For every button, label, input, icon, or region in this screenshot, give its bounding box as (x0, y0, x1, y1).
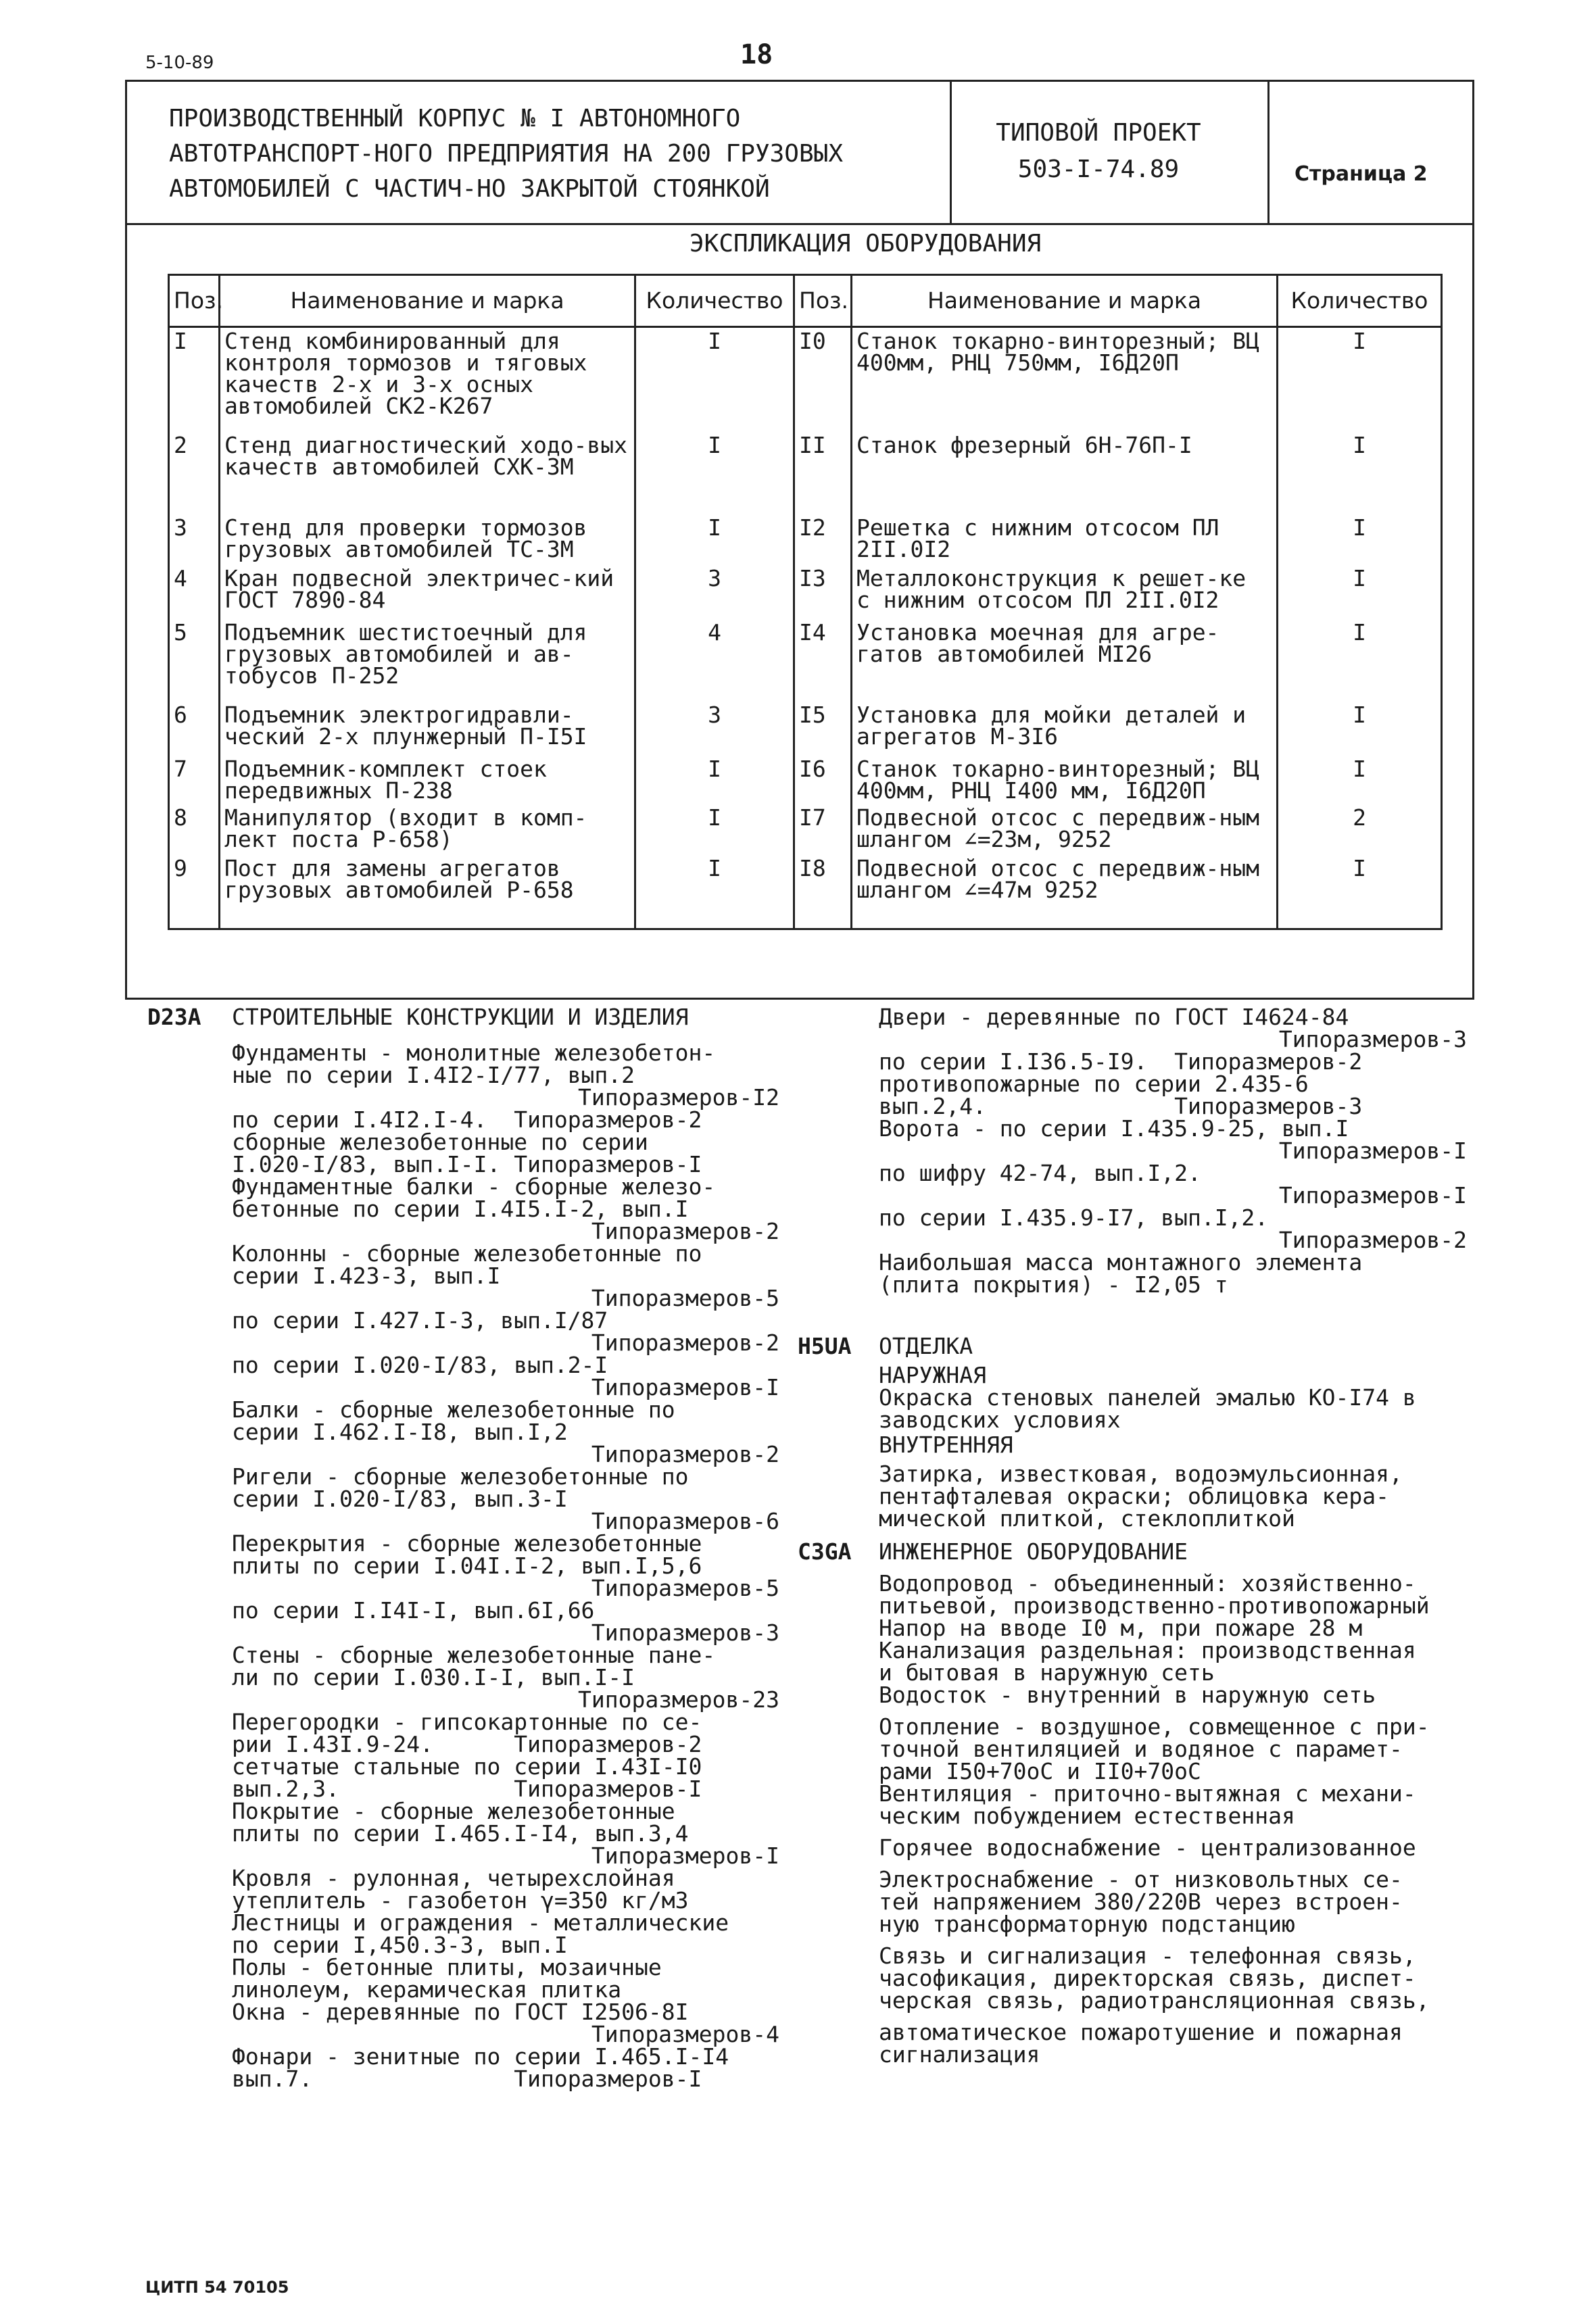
table-row (169, 756, 1442, 804)
table-row (169, 702, 1442, 756)
table-header-row (169, 275, 1442, 327)
finish-inner-title: ВНУТРЕННЯЯ (879, 1432, 1013, 1458)
list-line: Отопление - воздушное, совмещенное с при- (879, 1713, 1430, 1740)
row-name: Решетка с нижним отсосом ПЛ 2II.0I2 (852, 514, 1278, 565)
header-name: Наименование и марка (220, 275, 635, 327)
list-line: Типоразмеров-3 (1278, 1026, 1467, 1052)
row-pos: 6 (169, 702, 220, 756)
row-pos: 3 (169, 514, 220, 565)
row-pos: II (794, 432, 852, 514)
list-line: по серии I,450.3-3, вып.I (232, 1932, 568, 1958)
list-line: по серии I.427.I-3, вып.I/87 (232, 1307, 608, 1334)
list-line: вып.2,4. Типоразмеров-3 (879, 1093, 1363, 1119)
list-line: сетчатые стальные по серии I.43I-I0 (232, 1753, 702, 1780)
row-qty: 4 (635, 619, 794, 702)
footer-code: ЦИТП 54 70105 (145, 2278, 289, 2297)
list-line: по серии I.435.9-I7, вып.I,2. (879, 1204, 1269, 1231)
list-line: плиты по серии I.04I.I-2, вып.I,5,6 (232, 1553, 702, 1579)
row-pos: 9 (169, 855, 220, 929)
row-qty: 3 (635, 702, 794, 756)
row-qty: I (1278, 702, 1442, 756)
list-line: Типоразмеров-I (1278, 1182, 1467, 1209)
list-line: Типоразмеров-2 (1278, 1227, 1467, 1253)
construction-list (232, 1042, 779, 2090)
list-line: (плита покрытия) - I2,05 т (879, 1271, 1228, 1298)
table-row (169, 327, 1442, 432)
list-line: противопожарные по серии 2.435-6 (879, 1071, 1309, 1097)
row-pos: I8 (794, 855, 852, 929)
list-line: автоматическое пожаротушение и пожарная (879, 2019, 1403, 2045)
list-line: Водопровод - объединенный: хозяйственно- (879, 1570, 1416, 1597)
list-line: серии I.020-I/83, вып.3-I (232, 1486, 568, 1512)
row-name: Станок токарно-винторезный; ВЦ 400мм, РНЦ I400 мм, I6Д20П (852, 756, 1278, 804)
row-name: Подъемник-комплект стоек передвижных П-238 (220, 756, 635, 804)
row-name: Металлоконструкция к решет-ке с нижним отсосом ПЛ 2II.0I2 (852, 565, 1278, 619)
row-name: Пост для замены агрегатов грузовых автомобилей Р-658 (220, 855, 635, 929)
title-divider-1 (950, 80, 952, 223)
construction-code: D23A (147, 1004, 201, 1030)
page-label: Страница 2 (1295, 162, 1428, 186)
doors-section (879, 1006, 1467, 1296)
document-title: ПРОИЗВОДСТВЕННЫЙ КОРПУС № I АВТОНОМНОГО АВТОТРАНСПОРТ-НОГО ПРЕДПРИЯТИЯ НА 200 ГРУЗОВЫХ АВТОМОБИЛЕЙ С ЧАСТИЧ-НО ЗАКРЫТОЙ СТОЯНКОЙ (169, 105, 843, 203)
row-pos: I (169, 327, 220, 432)
row-name: Стенд диагностический ходо-вых качеств автомобилей СХК-3М (220, 432, 635, 514)
list-line: Типоразмеров-2 (591, 1441, 779, 1467)
row-pos: I3 (794, 565, 852, 619)
list-line: часофикация, директорская связь, диспет- (879, 1965, 1416, 1991)
header-pos: Поз. (169, 275, 220, 327)
row-name: Подвесной отсос с передвиж-ным шлангом ∠=23м, 9252 (852, 804, 1278, 855)
doors-list (879, 1006, 1467, 1296)
list-line: Горячее водоснабжение - централизованное (879, 1834, 1416, 1861)
list-line: питьевой, производственно-противопожарный (879, 1592, 1430, 1619)
row-pos: 5 (169, 619, 220, 702)
row-qty: I (1278, 855, 1442, 929)
row-name: Подъемник электрогидравли-ческий 2-х плунжерный П-I5I (220, 702, 635, 756)
list-line: ческим побуждением естественная (879, 1803, 1295, 1829)
table-row (169, 565, 1442, 619)
list-line: Ворота - по серии I.435.9-25, вып.I (879, 1115, 1349, 1142)
row-name: Установка моечная для агре-гатов автомобилей МI26 (852, 619, 1278, 702)
list-line: Перекрытия - сборные железобетонные (232, 1530, 702, 1557)
list-line: рами I50+70оС и II0+70оС (879, 1758, 1201, 1784)
row-name: Станок токарно-винторезный; ВЦ 400мм, РНЦ 750мм, I6Д20П (852, 327, 1278, 432)
row-name: Стенд комбинированный для контроля тормозов и тяговых качеств 2-х и 3-х осных автомобилей СК2-К267 (220, 327, 635, 432)
row-qty: I (635, 514, 794, 565)
list-line: Типоразмеров-3 (591, 1619, 779, 1646)
list-line: Фонари - зенитные по серии I.465.I-I4 (232, 2043, 729, 2070)
list-line: Типоразмеров-2 (591, 1330, 779, 1356)
list-line: Типоразмеров-I2 (577, 1084, 779, 1111)
list-line: Канализация раздельная: производственная (879, 1637, 1416, 1663)
list-line: и бытовая в наружную сеть (879, 1659, 1215, 1686)
row-pos: 4 (169, 565, 220, 619)
list-line: Двери - деревянные по ГОСТ I4624-84 (879, 1004, 1349, 1030)
row-qty: I (1278, 514, 1442, 565)
list-line: Фундаментные балки - сборные железо- (232, 1173, 716, 1200)
eng-list (879, 1572, 1467, 2066)
list-line: Окна - деревянные по ГОСТ I2506-8I (232, 1999, 689, 2025)
list-line: Балки - сборные железобетонные по (232, 1396, 675, 1423)
list-line: утеплитель - газобетон γ=350 кг/м3 (232, 1887, 689, 1914)
list-line: серии I.423-3, вып.I (232, 1263, 501, 1289)
row-qty: 2 (1278, 804, 1442, 855)
header-pos: Поз. (794, 275, 852, 327)
row-qty: I (635, 855, 794, 929)
row-pos: I4 (794, 619, 852, 702)
list-line: Связь и сигнализация - телефонная связь, (879, 1943, 1416, 1969)
finish-inner-text: Затирка, известковая, водоэмульсионная, пентафталевая окраски; облицовка кера-мической плиткой, стеклоплиткой (879, 1461, 1403, 1532)
row-qty: 3 (635, 565, 794, 619)
row-pos: 2 (169, 432, 220, 514)
project-number: 503-I-74.89 (1017, 155, 1180, 183)
list-line: сигнализация (879, 2041, 1040, 2068)
row-name: Стенд для проверки тормозов грузовых автомобилей ТС-3М (220, 514, 635, 565)
row-qty: I (1278, 756, 1442, 804)
list-line: вып.2,3. Типоразмеров-I (232, 1776, 702, 1802)
list-line: Типоразмеров-5 (591, 1575, 779, 1601)
eng-title: ИНЖЕНЕРНОЕ ОБОРУДОВАНИЕ (879, 1538, 1188, 1565)
list-line: Вентиляция - приточно-вытяжная с механи- (879, 1780, 1416, 1807)
title-divider-2 (1267, 80, 1269, 223)
table-row (169, 804, 1442, 855)
title-block-divider (125, 223, 1472, 225)
row-name: Подъемник шестистоечный для грузовых автомобилей и ав-тобусов П-252 (220, 619, 635, 702)
list-line: бетонные по серии I.4I5.I-2, вып.I (232, 1196, 689, 1222)
row-pos: 8 (169, 804, 220, 855)
row-pos: I7 (794, 804, 852, 855)
list-line: Типоразмеров-5 (591, 1285, 779, 1311)
finish-section (798, 1335, 1467, 2066)
row-qty: I (1278, 327, 1442, 432)
list-line: Полы - бетонные плиты, мозаичные (232, 1954, 662, 1980)
table-row (169, 514, 1442, 565)
list-line: Электроснабжение - от низковольтных се- (879, 1866, 1403, 1893)
list-line: рии I.43I.9-24. Типоразмеров-2 (232, 1731, 702, 1757)
header-qty: Количество (1278, 275, 1442, 327)
list-line: Типоразмеров-2 (591, 1218, 779, 1244)
finish-outer-title: НАРУЖНАЯ (879, 1362, 986, 1388)
list-line: Типоразмеров-I (591, 1374, 779, 1400)
corner-code: 5-10-89 (145, 53, 214, 73)
row-name: Манипулятор (входит в комп-лект поста Р-658) (220, 804, 635, 855)
project-label: ТИПОВОЙ ПРОЕКТ (996, 119, 1201, 147)
table-row (169, 619, 1442, 702)
list-line: вып.7. Типоразмеров-I (232, 2066, 702, 2092)
list-line: по серии I.4I2.I-4. Типоразмеров-2 (232, 1106, 702, 1133)
row-pos: I6 (794, 756, 852, 804)
row-qty: I (635, 756, 794, 804)
finish-outer-text: Окраска стеновых панелей эмалью КО-I74 в заводских условиях (879, 1384, 1416, 1433)
list-line: ли по серии I.030.I-I, вып.I-I (232, 1664, 635, 1690)
list-line: точной вентиляцией и водяное с парамет- (879, 1736, 1403, 1762)
row-qty: I (635, 804, 794, 855)
header-qty: Количество (635, 275, 794, 327)
row-qty: I (635, 432, 794, 514)
list-line: Перегородки - гипсокартонные по се- (232, 1709, 702, 1735)
row-name: Станок фрезерный 6Н-76П-I (852, 432, 1278, 514)
construction-section (147, 1006, 830, 2090)
list-line: Фундаменты - монолитные железобетон- (232, 1040, 716, 1066)
list-line: Лестницы и ограждения - металлические (232, 1909, 729, 1936)
row-pos: I0 (794, 327, 852, 432)
page-number: 18 (740, 39, 773, 70)
list-line: Типоразмеров-6 (591, 1508, 779, 1534)
list-line: по шифру 42-74, вып.I,2. (879, 1160, 1201, 1186)
list-line: Кровля - рулонная, четырехслойная (232, 1865, 675, 1891)
list-line: по серии I.I4I-I, вып.6I,66 (232, 1597, 595, 1624)
header-name: Наименование и марка (852, 275, 1278, 327)
list-line: тей напряжением 380/220В через встроен- (879, 1888, 1403, 1915)
list-line: Типоразмеров-I (591, 1843, 779, 1869)
row-pos: I2 (794, 514, 852, 565)
section-title: ЭКСПЛИКАЦИЯ ОБОРУДОВАНИЯ (690, 230, 1042, 258)
list-line: плиты по серии I.465.I-I4, вып.3,4 (232, 1820, 689, 1847)
list-line: ные по серии I.4I2-I/77, вып.2 (232, 1062, 635, 1088)
list-line: Типоразмеров-4 (591, 2021, 779, 2047)
construction-title: СТРОИТЕЛЬНЫЕ КОНСТРУКЦИИ И ИЗДЕЛИЯ (232, 1004, 689, 1030)
list-line: Водосток - внутренний в наружную сеть (879, 1682, 1376, 1708)
list-line: ную трансформаторную подстанцию (879, 1911, 1295, 1937)
list-line: Типоразмеров-I (1278, 1138, 1467, 1164)
row-qty: I (635, 327, 794, 432)
row-pos: 7 (169, 756, 220, 804)
row-qty: I (1278, 565, 1442, 619)
list-line: Наибольшая масса монтажного элемента (879, 1249, 1363, 1275)
row-name: Подвесной отсос с передвиж-ным шлангом ∠=47м 9252 (852, 855, 1278, 929)
project-block (973, 115, 1224, 188)
list-line: по серии I.I36.5-I9. Типоразмеров-2 (879, 1048, 1363, 1075)
list-line: Покрытие - сборные железобетонные (232, 1798, 675, 1824)
finish-title: ОТДЕЛКА (879, 1333, 973, 1359)
list-line: серии I.462.I-I8, вып.I,2 (232, 1419, 568, 1445)
list-line: I.020-I/83, вып.I-I. Типоразмеров-I (232, 1151, 702, 1177)
row-qty: I (1278, 619, 1442, 702)
list-line: Напор на вводе I0 м, при пожаре 28 м (879, 1615, 1363, 1641)
list-line: Стены - сборные железобетонные пане- (232, 1642, 716, 1668)
eng-code: C3GA (798, 1538, 852, 1565)
list-line: Типоразмеров-23 (577, 1686, 779, 1713)
row-name: Установка для мойки деталей и агрегатов М-3I6 (852, 702, 1278, 756)
row-name: Кран подвесной электричес-кий ГОСТ 7890-84 (220, 565, 635, 619)
table-row (169, 855, 1442, 929)
list-line: сборные железобетонные по серии (232, 1129, 648, 1155)
table-row (169, 432, 1442, 514)
finish-code: H5UA (798, 1333, 852, 1359)
list-line: черская связь, радиотрансляционная связь, (879, 1987, 1430, 2014)
list-line: по серии I.020-I/83, вып.2-I (232, 1352, 608, 1378)
list-line: Ригели - сборные железобетонные по (232, 1463, 689, 1490)
row-pos: I5 (794, 702, 852, 756)
equipment-table (168, 274, 1443, 930)
list-line: линолеум, керамическая плитка (232, 1976, 622, 2003)
row-qty: I (1278, 432, 1442, 514)
list-line: Колонны - сборные железобетонные по (232, 1240, 702, 1267)
